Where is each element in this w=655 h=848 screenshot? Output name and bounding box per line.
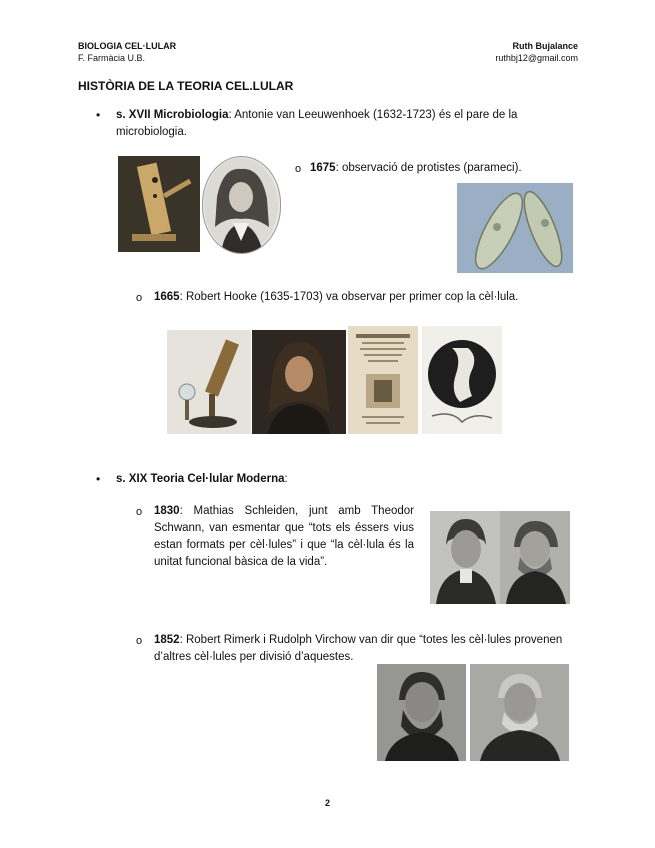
- marker-1665: o: [136, 292, 143, 304]
- bullet-section2: •: [96, 472, 101, 486]
- item-1830: [154, 503, 414, 571]
- marker-1830: o: [136, 506, 143, 518]
- schleiden-portrait: [430, 511, 500, 604]
- leeuwenhoek-microscope-photo: [118, 156, 200, 252]
- schwann-portrait: [500, 511, 570, 604]
- leeuwenhoek-portrait: [202, 156, 281, 254]
- page-number: 2: [324, 798, 330, 808]
- item-1830-line1: : Mathias Schleiden, junt amb Theodor: [179, 505, 414, 517]
- item-1830-line3: estan formats per cèl·lules” i que “la cèl·lula és la: [154, 539, 414, 551]
- year-1675: 1675: [310, 162, 336, 174]
- marker-1852: o: [136, 635, 143, 647]
- header-faculty: F. Farmàcia U.B.: [78, 53, 146, 63]
- hooke-portrait: [252, 330, 346, 434]
- item-1675-text: : observació de protistes (parameci).: [335, 162, 522, 174]
- year-1852: 1852: [154, 634, 180, 646]
- item-1852-line2: d’altres cèl·lules per divisió d’aquestes.: [154, 651, 354, 663]
- marker-1675: o: [295, 163, 302, 175]
- item-1830-line2: Schwann, van esmentar que “tots els éssers vius: [154, 522, 414, 534]
- item-1665: [154, 289, 518, 306]
- item-1675: [310, 160, 522, 177]
- paramecium-micrograph: [457, 183, 573, 273]
- header-author: Ruth Bujalance: [512, 41, 578, 51]
- item-1830-line4: unitat funcional bàsica de la vida”.: [154, 556, 328, 568]
- remak-portrait: [377, 664, 466, 761]
- year-1665: 1665: [154, 291, 180, 303]
- section2-heading: s. XIX Teoria Cel·lular Moderna: [116, 473, 285, 485]
- header-course: BIOLOGIA CEL·LULAR: [78, 41, 177, 51]
- section1-text: : Antonie van Leeuwenhoek (1632-1723) és el pare de la: [228, 109, 518, 121]
- bullet-section1: •: [96, 108, 101, 122]
- year-1830: 1830: [154, 505, 180, 517]
- section2-heading-line: [116, 471, 288, 488]
- page-title: HISTÒRIA DE LA TEORIA CEL.LULAR: [78, 79, 294, 93]
- section1-text-line2: microbiologia.: [116, 126, 187, 138]
- cork-cells-drawing: [422, 326, 502, 434]
- item-1852: [154, 632, 584, 666]
- header-email: ruthbj12@gmail.com: [495, 53, 578, 63]
- item-1665-text: : Robert Hooke (1635-1703) va observar per primer cop la cèl·lula.: [179, 291, 519, 303]
- micrographia-book-cover: [348, 326, 418, 434]
- section2-colon: :: [284, 473, 288, 485]
- section1-paragraph: [116, 107, 586, 141]
- section1-heading: s. XVII Microbiologia: [116, 109, 229, 121]
- item-1852-line1: : Robert Rimerk i Rudolph Virchow van dir que “totes les cèl·lules provenen: [179, 634, 563, 646]
- hooke-microscope-photo: [167, 330, 251, 434]
- virchow-portrait: [470, 664, 569, 761]
